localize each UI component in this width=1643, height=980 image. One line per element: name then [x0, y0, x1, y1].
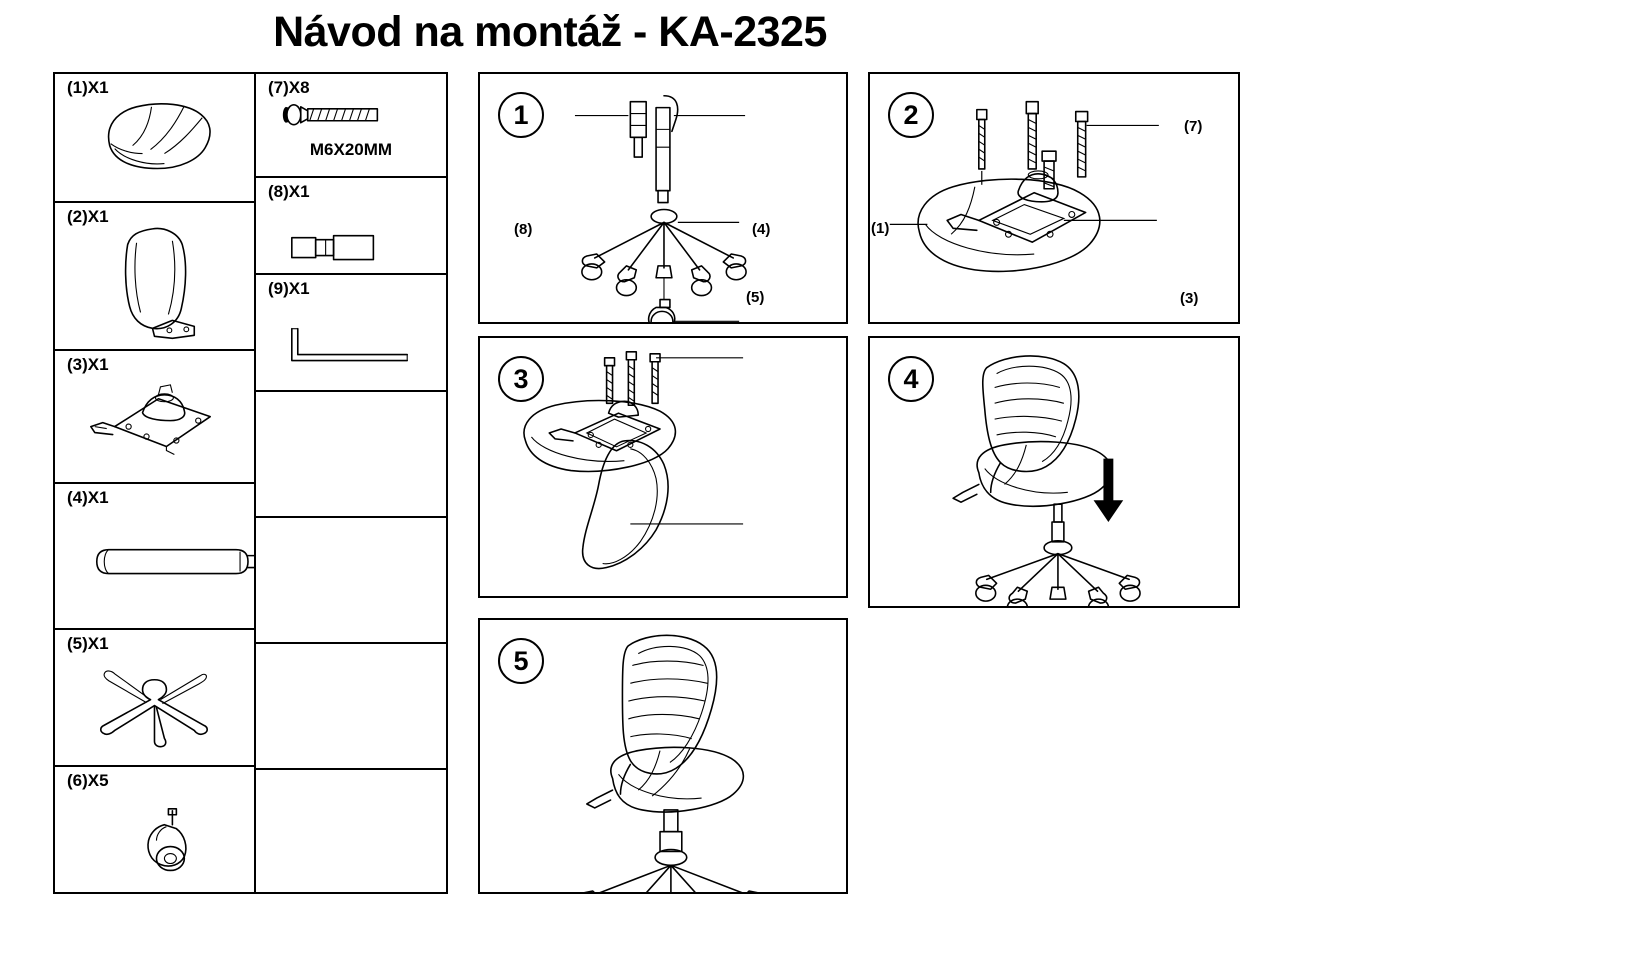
callout-step1-8: (8): [514, 221, 533, 238]
part-row-3: [55, 351, 254, 484]
callout-step1-5: (5): [746, 289, 765, 306]
part-label-3: (3)X1: [67, 355, 109, 374]
callout-step2-7: (7): [1184, 118, 1203, 135]
step-panel-2: [868, 72, 1240, 324]
part-row-6: [55, 767, 254, 892]
step-panel-1: [478, 72, 848, 324]
part-row-empty-4: [256, 770, 446, 892]
page-title: Návod na montáž - KA-2325: [273, 8, 827, 56]
step-number-badge-4: 4: [888, 356, 934, 402]
part-row-4: [55, 484, 254, 630]
part-row-empty-1: [256, 392, 446, 518]
part-label-9: (9)X1: [267, 279, 310, 298]
part-label-5: (5)X1: [67, 634, 109, 653]
part-row-empty-3: [256, 644, 446, 770]
part-row-2: [55, 203, 254, 351]
step-panel-5: [478, 618, 848, 894]
callout-step2-1: (1): [871, 220, 890, 237]
part-label-7: (7)X8: [267, 78, 310, 97]
part-label-6: (6)X5: [67, 771, 109, 790]
step-number-badge-2: 2: [888, 92, 934, 138]
parts-column-left: [55, 74, 256, 892]
part-row-1: [55, 74, 254, 203]
callout-step2-3: (3): [1180, 290, 1199, 307]
part-row-5: [55, 630, 254, 767]
part-label-4: (4)X1: [67, 488, 109, 507]
part-row-7: [256, 74, 446, 178]
step-panel-4: [868, 336, 1240, 608]
parts-list-table: [53, 72, 448, 894]
step-number-badge-3: 3: [498, 356, 544, 402]
parts-column-right: [256, 74, 446, 892]
step-number-badge-1: 1: [498, 92, 544, 138]
part-sublabel-7: M6X20MM: [309, 140, 393, 159]
step-panel-3: [478, 336, 848, 598]
part-label-8: (8)X1: [267, 182, 310, 201]
callout-step1-4: (4): [752, 221, 771, 238]
step-number-badge-5: 5: [498, 638, 544, 684]
part-row-empty-2: [256, 518, 446, 644]
part-label-1: (1)X1: [67, 78, 109, 97]
part-row-9: [256, 275, 446, 392]
part-label-2: (2)X1: [67, 207, 109, 226]
part-row-8: [256, 178, 446, 275]
